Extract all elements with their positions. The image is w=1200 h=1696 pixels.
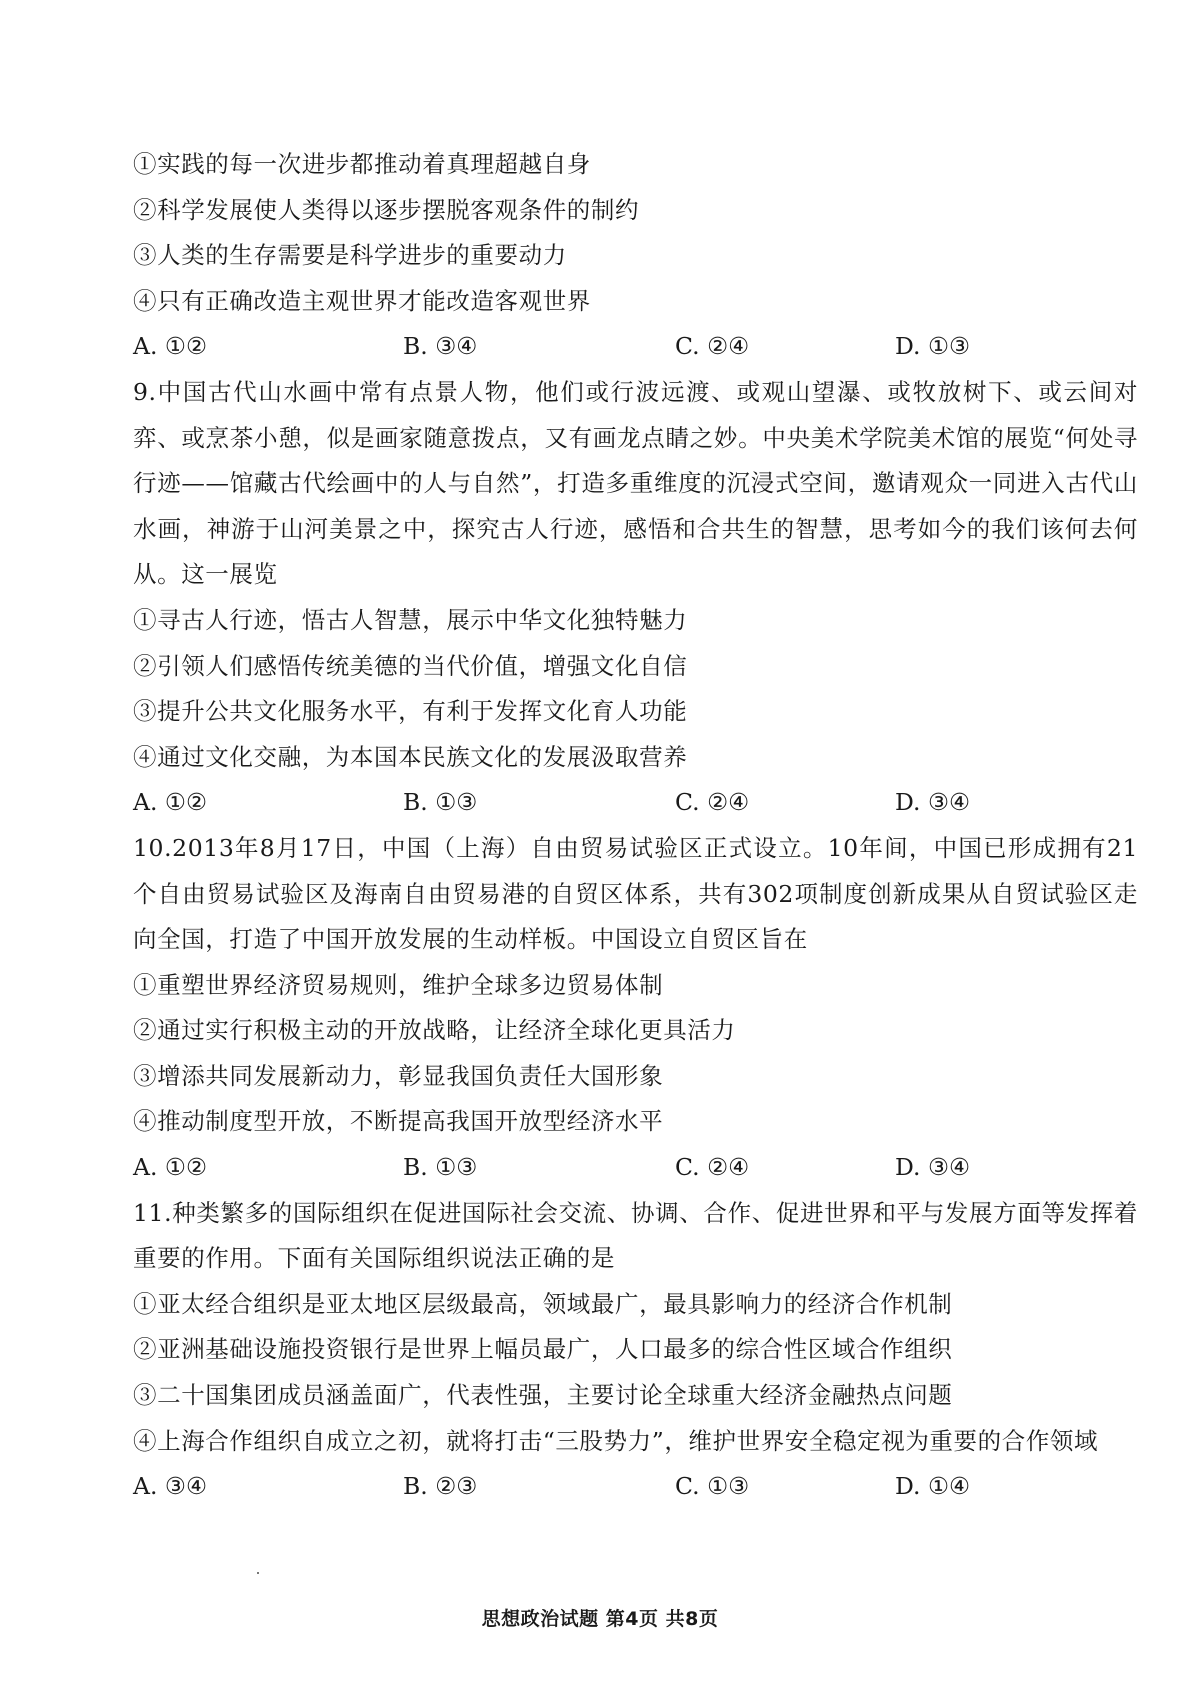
question-8-items xyxy=(133,142,1138,324)
question-11-items xyxy=(133,1282,1138,1464)
q11-item-2: ②亚洲基础设施投资银行是世界上幅员最广，人口最多的综合性区域合作组织 xyxy=(133,1335,953,1364)
q11-item-3: ③二十国集团成员涵盖面广，代表性强，主要讨论全球重大经济金融热点问题 xyxy=(133,1381,953,1410)
question-10-items xyxy=(133,963,1138,1145)
q9-item-4: ④通过文化交融，为本国本民族文化的发展汲取营养 xyxy=(133,742,688,771)
q10-option-c[interactable]: C. ②④ xyxy=(675,1153,750,1182)
q10-item-3: ③增添共同发展新动力，彰显我国负责任大国形象 xyxy=(133,1061,664,1090)
q10-item-1: ①重塑世界经济贸易规则，维护全球多边贸易体制 xyxy=(133,970,664,999)
q9-option-b[interactable]: B. ①③ xyxy=(403,788,478,817)
q9-option-c[interactable]: C. ②④ xyxy=(675,788,750,817)
q8-item-3: ③人类的生存需要是科学进步的重要动力 xyxy=(133,241,567,270)
q10-options xyxy=(133,1145,1138,1191)
q11-option-a[interactable]: A. ③④ xyxy=(133,1472,208,1501)
q11-stem: 11.种类繁多的国际组织在促进国际社会交流、协调、合作、促进世界和平与发展方面等发挥着重要的作用。下面有关国际组织说法正确的是 xyxy=(133,1198,1138,1273)
q10-item-4: ④推动制度型开放，不断提高我国开放型经济水平 xyxy=(133,1107,664,1136)
q8-option-a[interactable]: A. ①② xyxy=(133,332,208,361)
q11-item-1: ①亚太经合组织是亚太地区层级最高，领域最广，最具影响力的经济合作机制 xyxy=(133,1289,953,1318)
q10-option-b[interactable]: B. ①③ xyxy=(403,1153,478,1182)
exam-page-body xyxy=(133,142,1138,1510)
q11-options xyxy=(133,1464,1138,1510)
question-9-items xyxy=(133,598,1138,780)
q10-option-d[interactable]: D. ③④ xyxy=(895,1153,971,1182)
q9-item-2: ②引领人们感悟传统美德的当代价值，增强文化自信 xyxy=(133,651,688,680)
q10-item-2: ②通过实行积极主动的开放战略，让经济全球化更具活力 xyxy=(133,1016,736,1045)
q11-option-c[interactable]: C. ①③ xyxy=(675,1472,750,1501)
q9-option-a[interactable]: A. ①② xyxy=(133,788,208,817)
q8-options xyxy=(133,324,1138,370)
q10-stem: 10.2013年8月17日，中国（上海）自由贸易试验区正式设立。10年间，中国已形成拥有21个自由贸易试验区及海南自由贸易港的自贸区体系，共有302项制度创新成果从自贸试验区走向全国，打造了中国开放发展的生动样板。中国设立自贸区旨在 xyxy=(133,833,1138,954)
q9-options xyxy=(133,780,1138,826)
q8-option-b[interactable]: B. ③④ xyxy=(403,332,478,361)
q8-option-d[interactable]: D. ①③ xyxy=(895,332,971,361)
q10-option-a[interactable]: A. ①② xyxy=(133,1153,208,1182)
scan-speck xyxy=(257,1572,259,1574)
page-footer: 思想政治试题 第4页 共8页 xyxy=(481,1608,719,1630)
q9-option-d[interactable]: D. ③④ xyxy=(895,788,971,817)
q9-item-3: ③提升公共文化服务水平，有利于发挥文化育人功能 xyxy=(133,697,688,726)
q11-option-b[interactable]: B. ②③ xyxy=(403,1472,478,1501)
q8-item-4: ④只有正确改造主观世界才能改造客观世界 xyxy=(133,286,591,315)
q11-item-4: ④上海合作组织自成立之初，就将打击“三股势力”，维护世界安全稳定视为重要的合作领域 xyxy=(133,1426,1099,1455)
q8-option-c[interactable]: C. ②④ xyxy=(675,332,750,361)
q9-item-1: ①寻古人行迹，悟古人智慧，展示中华文化独特魅力 xyxy=(133,605,688,634)
q8-item-2: ②科学发展使人类得以逐步摆脱客观条件的制约 xyxy=(133,195,640,224)
q9-stem: 9.中国古代山水画中常有点景人物，他们或行波远渡、或观山望瀑、或牧放树下、或云间对弈、或烹茶小憩，似是画家随意拨点，又有画龙点睛之妙。中央美术学院美术馆的展览“何处寻行迹——馆藏古代绘画中的人与自然”，打造多重维度的沉浸式空间，邀请观众一同进入古代山水画，神游于山河美景之中，探究古人行迹，感悟和合共生的智慧，思考如今的我们该何去何从。这一展览 xyxy=(133,377,1138,589)
q11-option-d[interactable]: D. ①④ xyxy=(895,1472,971,1501)
q8-item-1: ①实践的每一次进步都推动着真理超越自身 xyxy=(133,150,591,178)
